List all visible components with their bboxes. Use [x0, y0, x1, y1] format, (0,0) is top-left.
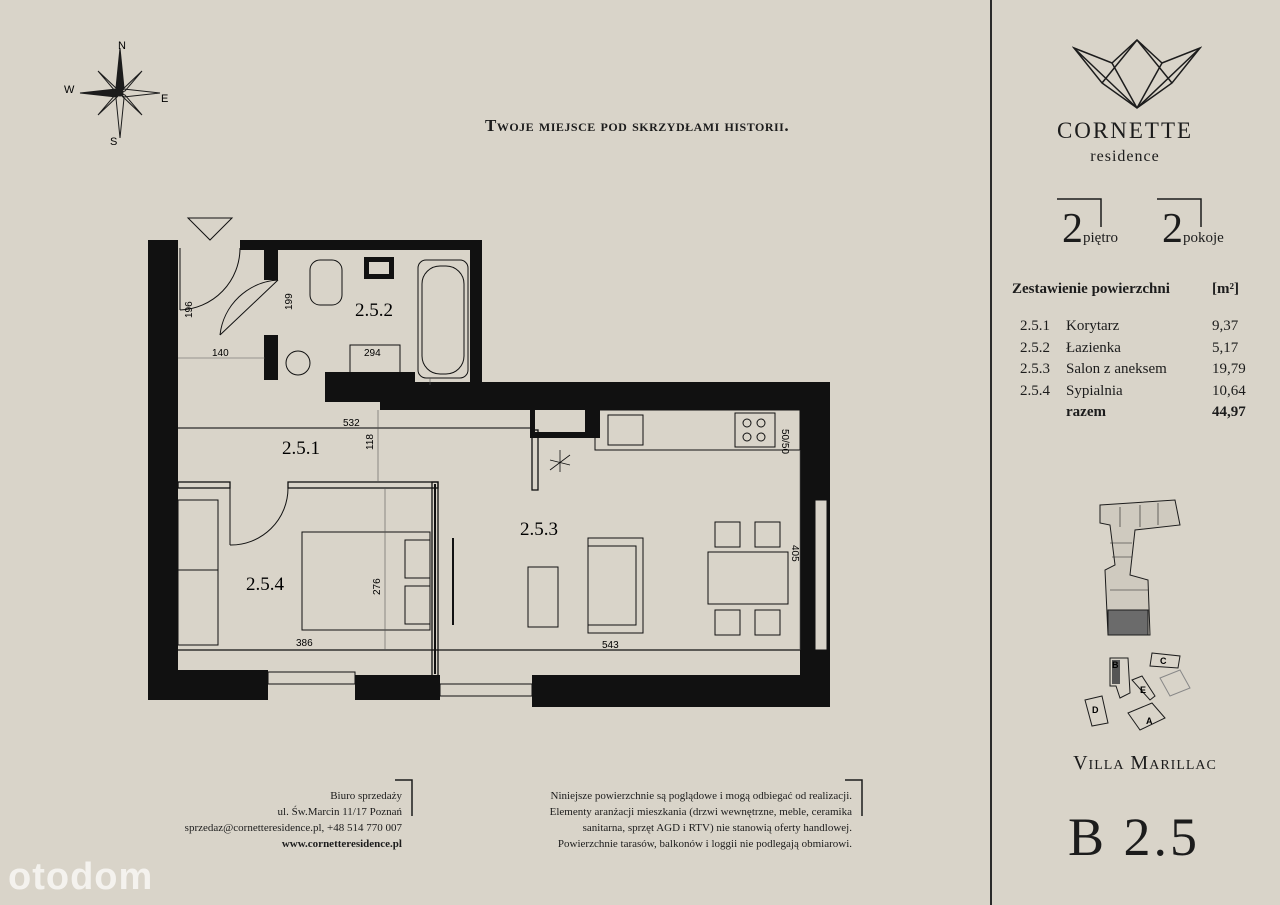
dim-118: 118	[365, 434, 376, 450]
row-value: 5,17	[1212, 340, 1239, 356]
dim-196: 196	[184, 301, 195, 318]
row-id: 2.5.1	[1020, 318, 1050, 334]
crown-logo-icon	[1072, 38, 1202, 110]
compass-e: E	[161, 93, 169, 105]
contact-line-2: ul. Św.Marcin 11/17 Poznań	[277, 806, 402, 818]
dim-543: 543	[602, 640, 619, 651]
room-label-2-5-4: 2.5.4	[246, 574, 284, 595]
areas-unit: [m²]	[1212, 281, 1239, 297]
dim-386: 386	[296, 638, 313, 649]
rooms-bracket-icon	[1157, 197, 1207, 237]
compass-n: N	[118, 40, 126, 52]
row-name: Sypialnia	[1066, 383, 1123, 399]
building-key-plan	[1090, 495, 1190, 640]
disclaimer-line-4: Powierzchnie tarasów, balkonów i loggii nie podlegają obmiarowi.	[557, 838, 852, 850]
row-value: 9,37	[1212, 318, 1239, 334]
dim-5050: 50/50	[779, 429, 790, 455]
brand-name: CORNETTE	[1056, 118, 1194, 143]
room-label-2-5-1: 2.5.1	[282, 438, 320, 459]
unit-code: B 2.5	[1068, 807, 1201, 867]
floor-plan	[140, 210, 840, 720]
row-value: 19,79	[1212, 361, 1246, 377]
tagline: Twoje miejsce pod skrzydłami historii.	[485, 116, 790, 135]
disclaimer-block	[500, 788, 852, 852]
rooms-info	[1162, 205, 1224, 253]
floor-info	[1062, 205, 1118, 253]
row-value: 10,64	[1212, 383, 1246, 399]
site-label-b: B	[1112, 660, 1119, 670]
dim-405: 405	[789, 545, 800, 562]
contact-website[interactable]: www.cornetteresidence.pl	[281, 838, 402, 850]
dim-294: 294	[364, 348, 381, 359]
floor-bracket-icon	[1057, 197, 1107, 237]
villa-name: Villa Marillac	[1073, 752, 1217, 774]
total-value: 44,97	[1212, 404, 1246, 420]
site-label-e: E	[1140, 685, 1147, 695]
otodom-watermark: otodom	[8, 856, 154, 898]
site-label-c: C	[1160, 656, 1167, 666]
contact-bracket-icon	[395, 778, 415, 818]
contact-line-3[interactable]: sprzedaz@cornetteresidence.pl, +48 514 770 007	[184, 822, 402, 834]
dim-199: 199	[284, 293, 295, 310]
room-label-2-5-2: 2.5.2	[355, 300, 393, 321]
brand-sub: residence	[1090, 148, 1160, 165]
compass-rose-icon	[60, 38, 180, 148]
disclaimer-line-1: Niniejsze powierzchnie są poglądowe i mogą odbiegać od realizacji.	[550, 790, 852, 802]
row-id: 2.5.3	[1020, 361, 1050, 377]
areas-title: Zestawienie powierzchni	[1012, 281, 1170, 297]
floor-number: 2	[1062, 206, 1083, 252]
floor-label: piętro	[1083, 230, 1118, 246]
sidebar-divider	[990, 0, 992, 905]
dim-532: 532	[343, 418, 360, 429]
contact-block	[170, 788, 402, 852]
rooms-number: 2	[1162, 206, 1183, 252]
disclaimer-line-2: Elementy aranżacji mieszkania (drzwi wewnętrzne, meble, ceramika	[549, 806, 852, 818]
contact-line-1: Biuro sprzedaży	[330, 790, 402, 802]
row-id: 2.5.4	[1020, 383, 1050, 399]
total-label: razem	[1066, 404, 1106, 420]
compass-s: S	[110, 136, 118, 148]
row-name: Korytarz	[1066, 318, 1120, 334]
room-label-2-5-3: 2.5.3	[520, 519, 558, 540]
compass-w: W	[64, 84, 75, 96]
disclaimer-line-3: sanitarna, sprzęt AGD i RTV) nie stanowią oferty handlowej.	[582, 822, 852, 834]
rooms-label: pokoje	[1183, 230, 1224, 246]
row-name: Salon z aneksem	[1066, 361, 1167, 377]
site-plan	[1080, 648, 1200, 733]
site-label-d: D	[1092, 705, 1099, 715]
row-name: Łazienka	[1066, 340, 1121, 356]
dim-140: 140	[212, 348, 229, 359]
row-id: 2.5.2	[1020, 340, 1050, 356]
dim-276: 276	[372, 578, 383, 595]
site-label-a: A	[1146, 716, 1153, 726]
disclaimer-bracket-icon	[845, 778, 865, 818]
